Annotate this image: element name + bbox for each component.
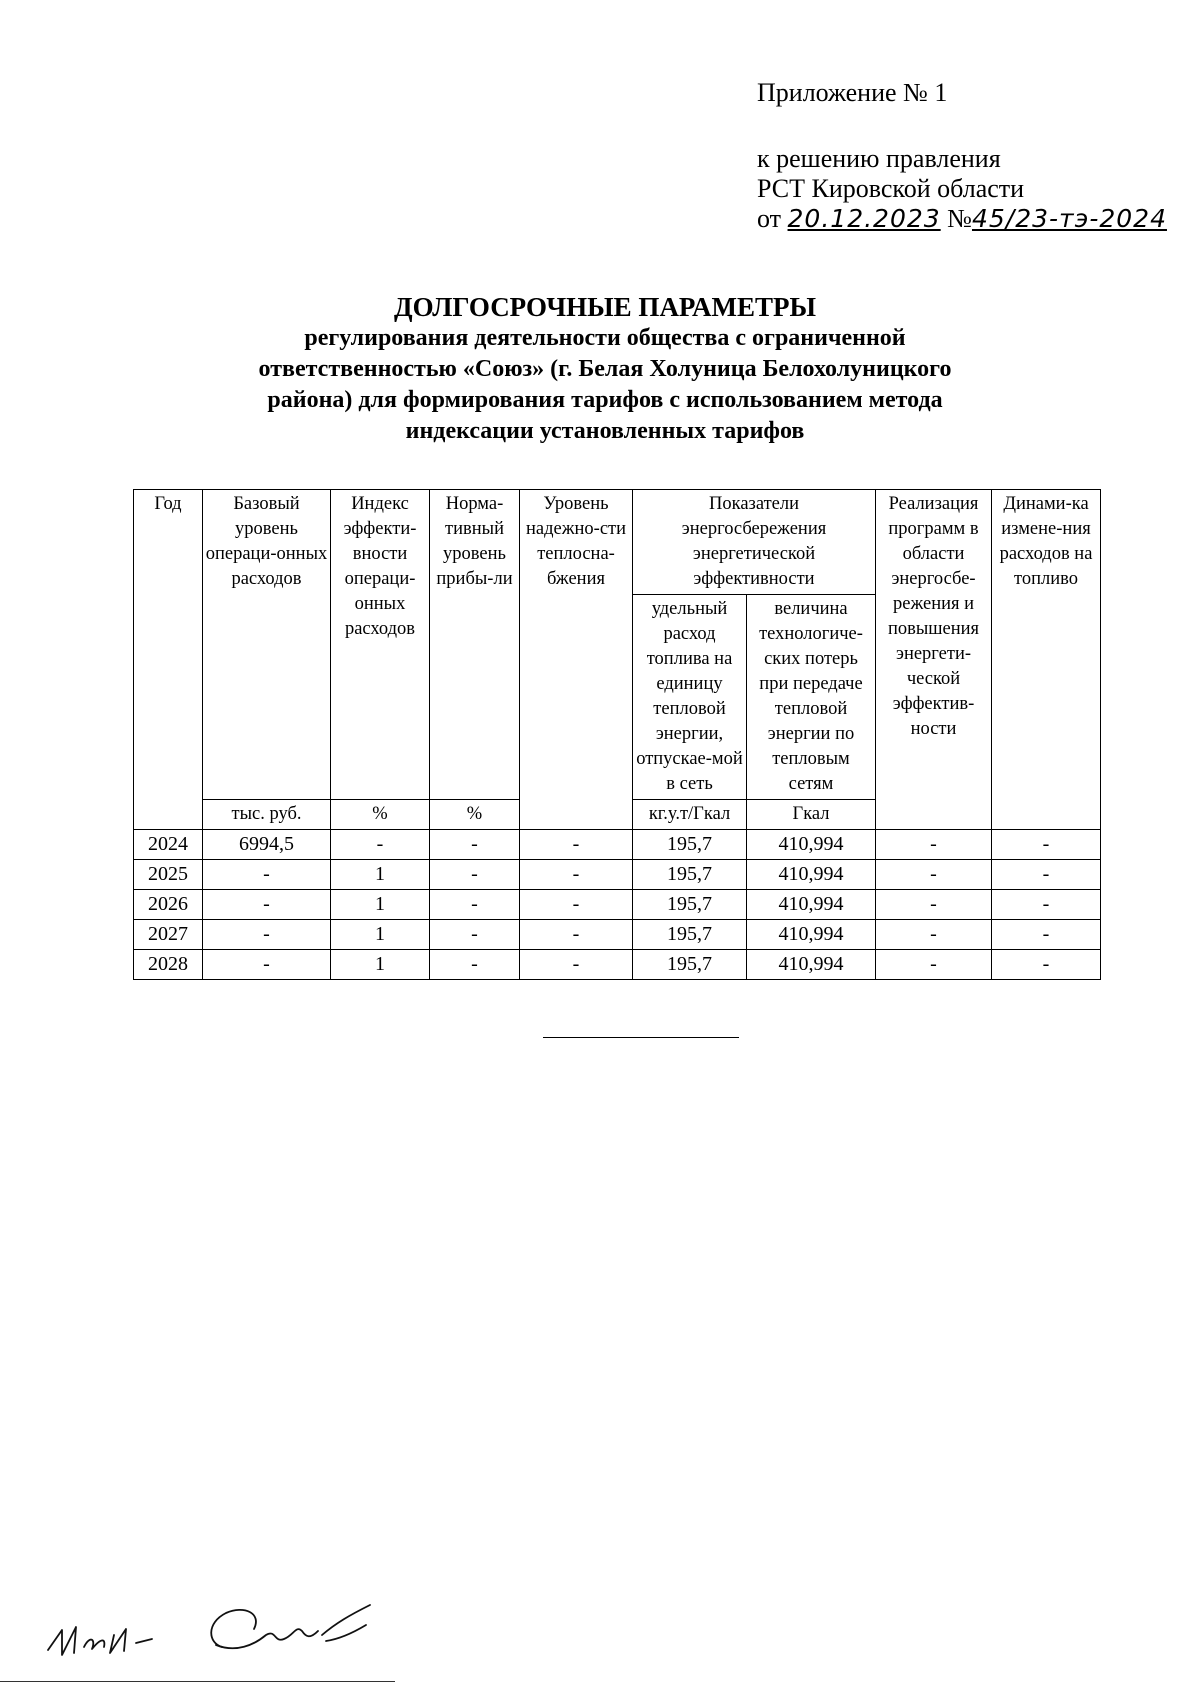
cell-index: - <box>331 830 430 860</box>
cell-fuel: 195,7 <box>633 830 747 860</box>
cell-fuel: 195,7 <box>633 890 747 920</box>
cell-dynamics: - <box>992 890 1101 920</box>
handwritten-signature-icon <box>40 1595 380 1675</box>
signature-image <box>40 1595 380 1680</box>
cell-losses: 410,994 <box>747 860 876 890</box>
cell-programs: - <box>876 920 992 950</box>
title-heading: ДОЛГОСРОЧНЫЕ ПАРАМЕТРЫ <box>394 292 816 322</box>
header-losses: величина технологиче-ских потерь при передаче тепловой энергии по тепловым сетям <box>747 595 876 800</box>
end-divider <box>543 1037 739 1038</box>
header-index: Индекс эффекти-вности операци-онных расходов <box>331 490 430 800</box>
cell-reliability: - <box>520 950 633 980</box>
table-row <box>134 890 1101 920</box>
cell-fuel: 195,7 <box>633 920 747 950</box>
unit-index: % <box>331 800 430 830</box>
title-line-1: регулирования деятельности общества с ограниченной <box>304 325 906 351</box>
title-line-2: ответственностью «Союз» (г. Белая Холуница Белохолуницкого <box>258 356 952 382</box>
cell-losses: 410,994 <box>747 920 876 950</box>
table-row <box>134 920 1101 950</box>
unit-fuel: кг.у.т/Гкал <box>633 800 747 830</box>
table-row <box>134 950 1101 980</box>
cell-programs: - <box>876 830 992 860</box>
unit-base: тыс. руб. <box>203 800 331 830</box>
header-year: Год <box>134 490 203 830</box>
cell-profit: - <box>430 830 520 860</box>
header-dynamics: Динами-ка измене-ния расходов на топливо <box>992 490 1101 830</box>
decision-date: 20.12.2023 <box>787 204 941 233</box>
cell-index: 1 <box>331 950 430 980</box>
cell-index: 1 <box>331 860 430 890</box>
cell-reliability: - <box>520 860 633 890</box>
cell-dynamics: - <box>992 920 1101 950</box>
appendix-line-2: РСТ Кировской области <box>757 174 1025 203</box>
header-fuel: удельный расход топлива на единицу тепловой энергии, отпускае-мой в сеть <box>633 595 747 800</box>
cell-reliability: - <box>520 920 633 950</box>
table-row <box>134 830 1101 860</box>
cell-fuel: 195,7 <box>633 950 747 980</box>
decision-number: 45/23-тэ-2024 <box>971 204 1167 233</box>
cell-profit: - <box>430 860 520 890</box>
parameters-table <box>133 489 1101 980</box>
cell-base: - <box>203 860 331 890</box>
cell-index: 1 <box>331 890 430 920</box>
unit-losses: Гкал <box>747 800 876 830</box>
cell-year: 2026 <box>134 890 203 920</box>
header-base: Базовый уровень операци-онных расходов <box>203 490 331 800</box>
cell-programs: - <box>876 950 992 980</box>
cell-losses: 410,994 <box>747 830 876 860</box>
cell-profit: - <box>430 920 520 950</box>
table-row <box>134 860 1101 890</box>
cell-profit: - <box>430 950 520 980</box>
cell-base: - <box>203 920 331 950</box>
appendix-date-line <box>757 204 1167 234</box>
cell-base: - <box>203 950 331 980</box>
cell-year: 2027 <box>134 920 203 950</box>
cell-base: - <box>203 890 331 920</box>
appendix-block <box>757 78 1167 234</box>
title-line-4: индексации установленных тарифов <box>405 418 805 444</box>
cell-losses: 410,994 <box>747 890 876 920</box>
header-reliability: Уровень надежно-сти теплосна-бжения <box>520 490 633 830</box>
cell-dynamics: - <box>992 950 1101 980</box>
cell-reliability: - <box>520 890 633 920</box>
appendix-number: Приложение № 1 <box>757 78 948 107</box>
cell-index: 1 <box>331 920 430 950</box>
cell-losses: 410,994 <box>747 950 876 980</box>
appendix-line-1: к решению правления <box>757 144 1001 173</box>
header-energy: Показатели энергосбережения энергетической эффективности <box>633 490 876 595</box>
number-prefix: № <box>947 204 972 233</box>
header-programs: Реализация программ в области энергосбе-режения и повышения энергети-ческой эффектив-ности <box>876 490 992 830</box>
cell-fuel: 195,7 <box>633 860 747 890</box>
cell-year: 2024 <box>134 830 203 860</box>
cell-profit: - <box>430 890 520 920</box>
cell-programs: - <box>876 860 992 890</box>
document-title <box>130 292 1080 447</box>
cell-dynamics: - <box>992 860 1101 890</box>
cell-programs: - <box>876 890 992 920</box>
bottom-rule <box>0 1681 395 1682</box>
from-prefix: от <box>757 204 782 233</box>
cell-dynamics: - <box>992 830 1101 860</box>
title-line-3: района) для формирования тарифов с использованием метода <box>267 387 943 413</box>
header-profit: Норма-тивный уровень прибы-ли <box>430 490 520 800</box>
cell-reliability: - <box>520 830 633 860</box>
unit-profit: % <box>430 800 520 830</box>
cell-base: 6994,5 <box>203 830 331 860</box>
header-row-1 <box>134 490 1101 595</box>
cell-year: 2025 <box>134 860 203 890</box>
cell-year: 2028 <box>134 950 203 980</box>
